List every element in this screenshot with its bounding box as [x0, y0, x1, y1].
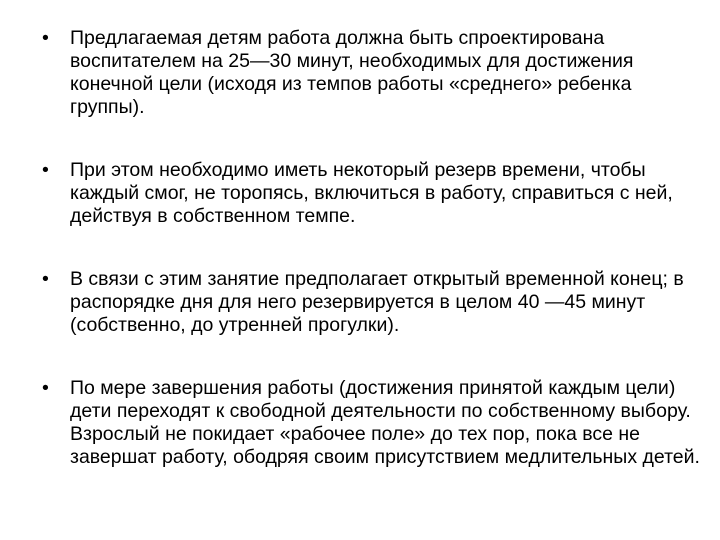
bullet-list: [42, 27, 702, 469]
bullet-item-2: [42, 159, 702, 228]
bullet-text: Предлагаемая детям работа должна быть спроектирована воспитателем на 25—30 минут, необходимых для достижения конечной цели (исходя из темпов работы «среднего» ребенка группы).: [70, 27, 634, 118]
bullet-marker: •: [42, 268, 49, 290]
bullet-text: В связи с этим занятие предполагает открытый временной конец; в распорядке дня для него резервируется в целом 40 —45 минут (собственно, до утренней прогулки).: [70, 268, 684, 336]
bullet-marker: •: [42, 377, 49, 399]
bullet-text: При этом необходимо иметь некоторый резерв времени, чтобы каждый смог, не торопясь, включиться в работу, справиться с ней, действуя в собственном темпе.: [70, 159, 673, 227]
bullet-item-3: [42, 268, 702, 337]
bullet-marker: •: [42, 27, 49, 49]
bullet-marker: •: [42, 159, 49, 181]
bullet-text: По мере завершения работы (достижения принятой каждым цели) дети переходят к свободной деятельности по собственному выбору. Взрослый не покидает «рабочее поле» до тех пор, пока все не завершат работу, ободряя своим присутствием медлительных детей.: [70, 377, 700, 468]
bullet-item-4: [42, 377, 702, 469]
bullet-item-1: [42, 27, 702, 119]
